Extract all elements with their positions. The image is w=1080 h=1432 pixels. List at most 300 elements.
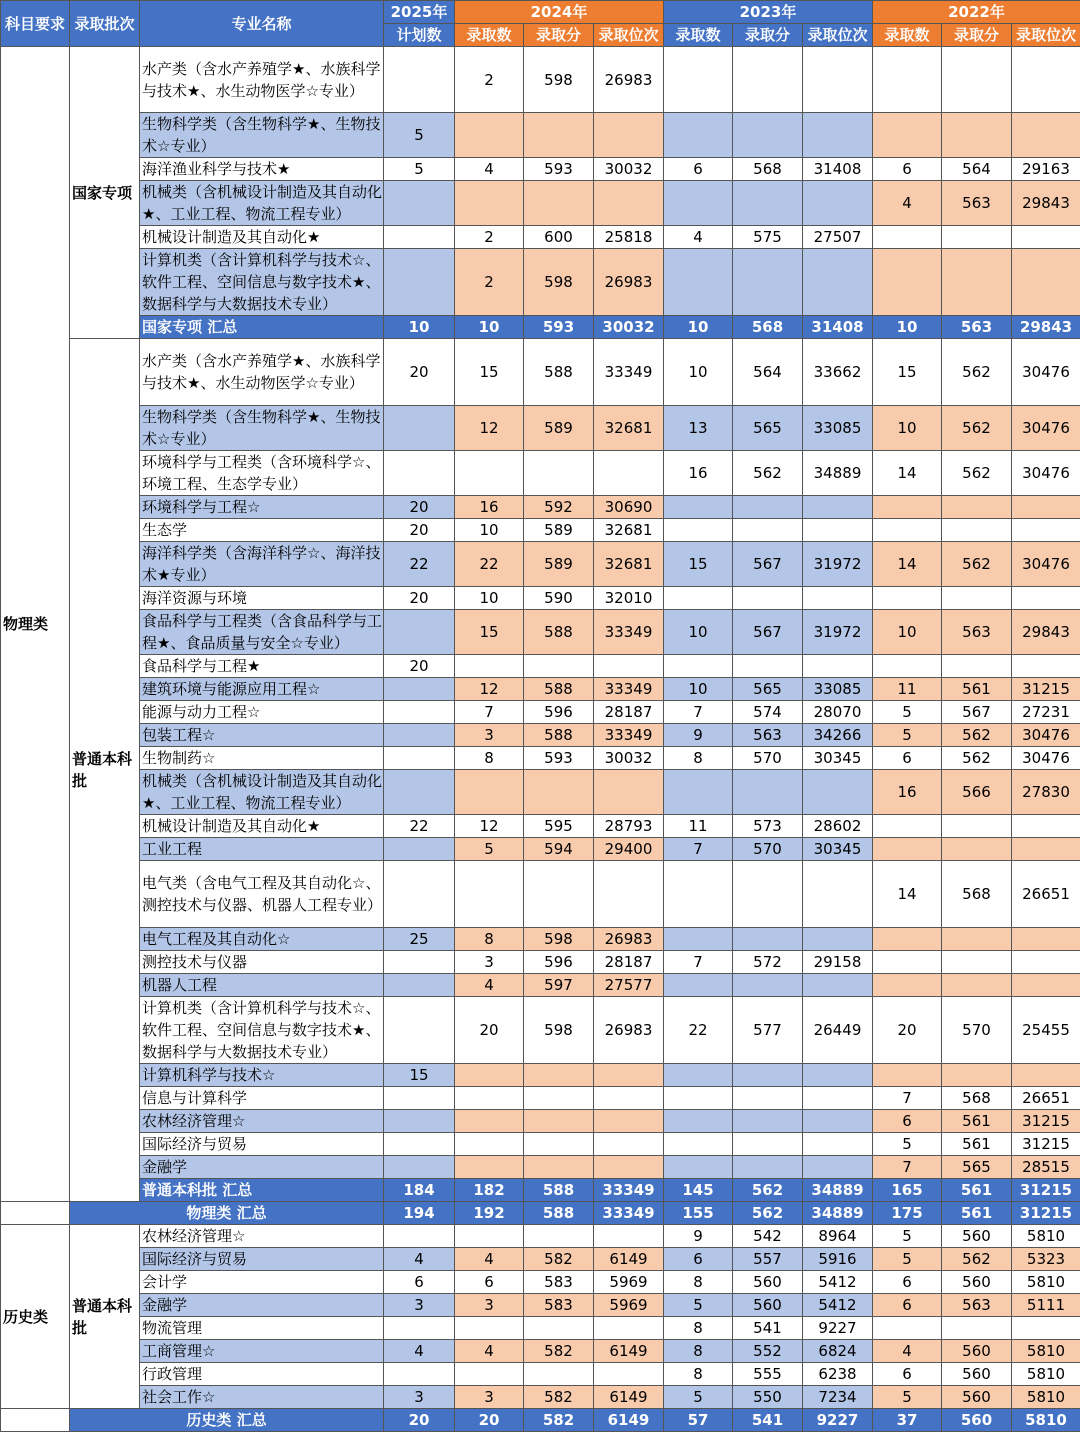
- header-score: 录取分: [942, 24, 1012, 47]
- score-2023-cell: 560: [733, 1294, 803, 1317]
- rank-2022-cell: 5810: [1012, 1340, 1080, 1363]
- major-name: 物流管理: [140, 1317, 384, 1340]
- count-2024-cell: 4: [455, 1340, 524, 1363]
- score-2023-cell: 563: [733, 724, 803, 747]
- score-2024-cell: 583: [524, 1294, 594, 1317]
- plan-2025-cell: [384, 1087, 455, 1110]
- count-2023-cell: 10: [664, 678, 733, 701]
- rank-2024-cell: [594, 1363, 664, 1386]
- rank-2022-cell: 5810: [1012, 1386, 1080, 1409]
- rank-2023-cell: 29158: [803, 951, 873, 974]
- table-row: [1, 770, 1080, 815]
- header-batch: 录取批次: [70, 1, 140, 47]
- count-2023-cell: 9: [664, 1225, 733, 1248]
- plan-2025-cell: [384, 406, 455, 451]
- rank-2024-cell: 30032: [594, 747, 664, 770]
- count-2023-cell: 22: [664, 997, 733, 1064]
- rank-2023-cell: 6238: [803, 1363, 873, 1386]
- major-name: 社会工作☆: [140, 1386, 384, 1409]
- rank-2024-cell: 28793: [594, 815, 664, 838]
- major-name: 海洋渔业科学与技术★: [140, 158, 384, 181]
- table-row: [1, 1064, 1080, 1087]
- count-2024-cell: 10: [455, 587, 524, 610]
- plan-2025-cell: 20: [384, 655, 455, 678]
- count-2024-cell: [455, 451, 524, 496]
- plan-2025-total: 184: [384, 1179, 455, 1202]
- rank-2022-cell: [1012, 496, 1080, 519]
- count-2023-cell: 10: [664, 339, 733, 406]
- rank-2023-cell: [803, 249, 873, 316]
- table-row: [1, 1225, 1080, 1248]
- score-2022-cell: 562: [942, 542, 1012, 587]
- score-2024-total: 588: [524, 1179, 594, 1202]
- plan-2025-cell: [384, 838, 455, 861]
- score-2024-cell: [524, 1156, 594, 1179]
- table-row: [1, 1271, 1080, 1294]
- rank-2024-cell: 32681: [594, 406, 664, 451]
- table-row: [1, 655, 1080, 678]
- count-2022-cell: 14: [873, 451, 942, 496]
- table-row: [1, 974, 1080, 997]
- rank-2023-cell: 34266: [803, 724, 873, 747]
- rank-2022-total: 31215: [1012, 1179, 1080, 1202]
- count-2022-cell: [873, 587, 942, 610]
- score-2022-total: 561: [942, 1179, 1012, 1202]
- score-2024-cell: [524, 181, 594, 226]
- score-2023-cell: [733, 47, 803, 113]
- plan-2025-cell: 4: [384, 1248, 455, 1271]
- score-2023-total: 541: [733, 1409, 803, 1432]
- table-row: [1, 1133, 1080, 1156]
- table-row: [1, 181, 1080, 226]
- count-2022-cell: [873, 496, 942, 519]
- plan-2025-cell: 22: [384, 542, 455, 587]
- rank-2024-total: 33349: [594, 1202, 664, 1225]
- table-row: [1, 226, 1080, 249]
- rank-2023-cell: 33662: [803, 339, 873, 406]
- table-row: [1, 406, 1080, 451]
- score-2023-cell: [733, 655, 803, 678]
- rank-2022-cell: 5111: [1012, 1294, 1080, 1317]
- plan-2025-cell: [384, 974, 455, 997]
- major-name: 机械设计制造及其自动化★: [140, 226, 384, 249]
- score-2024-cell: [524, 1087, 594, 1110]
- table-body: [1, 47, 1080, 1432]
- major-name: 食品科学与工程★: [140, 655, 384, 678]
- table-row: [1, 701, 1080, 724]
- rank-2023-total: 34889: [803, 1202, 873, 1225]
- count-2024-cell: [455, 1110, 524, 1133]
- count-2024-cell: [455, 181, 524, 226]
- count-2022-total: 10: [873, 316, 942, 339]
- header-count: 录取数: [455, 24, 524, 47]
- subject-cell: 历史类: [1, 1225, 70, 1409]
- major-name: 水产类（含水产养殖学★、水族科学与技术★、水生动物医学☆专业）: [140, 47, 384, 113]
- header-score: 录取分: [733, 24, 803, 47]
- batch-summary-row: [1, 316, 1080, 339]
- plan-2025-cell: [384, 1156, 455, 1179]
- count-2022-cell: 7: [873, 1156, 942, 1179]
- header-count: 录取数: [873, 24, 942, 47]
- count-2022-cell: 10: [873, 610, 942, 655]
- score-2022-cell: [942, 496, 1012, 519]
- score-2023-cell: [733, 1110, 803, 1133]
- score-2023-total: 562: [733, 1179, 803, 1202]
- score-2024-cell: 600: [524, 226, 594, 249]
- score-2024-cell: [524, 861, 594, 928]
- count-2024-cell: 4: [455, 158, 524, 181]
- count-2022-cell: [873, 226, 942, 249]
- count-2022-cell: 5: [873, 701, 942, 724]
- rank-2024-cell: 26983: [594, 997, 664, 1064]
- plan-2025-cell: [384, 47, 455, 113]
- score-2023-cell: 552: [733, 1340, 803, 1363]
- rank-2022-cell: 28515: [1012, 1156, 1080, 1179]
- plan-2025-cell: [384, 747, 455, 770]
- table-row: [1, 1363, 1080, 1386]
- rank-2024-cell: [594, 1087, 664, 1110]
- score-2024-cell: 588: [524, 610, 594, 655]
- count-2024-cell: 4: [455, 974, 524, 997]
- table-row: [1, 861, 1080, 928]
- score-2023-cell: 542: [733, 1225, 803, 1248]
- count-2024-cell: [455, 1225, 524, 1248]
- header-year-2022: 2022年: [873, 1, 1080, 24]
- count-2022-cell: [873, 951, 942, 974]
- plan-2025-cell: [384, 724, 455, 747]
- count-2023-cell: [664, 496, 733, 519]
- score-2022-cell: 561: [942, 678, 1012, 701]
- rank-2022-cell: 30476: [1012, 747, 1080, 770]
- score-2024-cell: [524, 1363, 594, 1386]
- rank-2023-cell: 28070: [803, 701, 873, 724]
- major-name: 国际经济与贸易: [140, 1248, 384, 1271]
- plan-2025-cell: [384, 249, 455, 316]
- rank-2024-cell: 33349: [594, 724, 664, 747]
- score-2023-cell: [733, 587, 803, 610]
- score-2024-cell: 582: [524, 1386, 594, 1409]
- summary-label: 普通本科批 汇总: [140, 1179, 384, 1202]
- score-2022-cell: 563: [942, 1294, 1012, 1317]
- table-header: [1, 1, 1080, 47]
- score-2023-cell: 573: [733, 815, 803, 838]
- score-2023-cell: 557: [733, 1248, 803, 1271]
- rank-2022-cell: 31215: [1012, 1110, 1080, 1133]
- rank-2023-total: 9227: [803, 1409, 873, 1432]
- major-name: 水产类（含水产养殖学★、水族科学与技术★、水生动物医学☆专业）: [140, 339, 384, 406]
- major-name: 电气类（含电气工程及其自动化☆、测控技术与仪器、机器人工程专业）: [140, 861, 384, 928]
- table-row: [1, 1248, 1080, 1271]
- rank-2024-cell: 27577: [594, 974, 664, 997]
- count-2022-cell: [873, 838, 942, 861]
- rank-2023-cell: 30345: [803, 747, 873, 770]
- plan-2025-cell: [384, 678, 455, 701]
- count-2024-total: 182: [455, 1179, 524, 1202]
- count-2024-cell: 3: [455, 951, 524, 974]
- rank-2024-cell: 6149: [594, 1340, 664, 1363]
- count-2022-total: 165: [873, 1179, 942, 1202]
- plan-2025-cell: 5: [384, 158, 455, 181]
- rank-2023-cell: 5916: [803, 1248, 873, 1271]
- count-2023-cell: [664, 1110, 733, 1133]
- rank-2023-cell: 9227: [803, 1317, 873, 1340]
- score-2024-cell: 593: [524, 158, 594, 181]
- count-2022-cell: 5: [873, 1386, 942, 1409]
- count-2024-cell: 22: [455, 542, 524, 587]
- table-row: [1, 1087, 1080, 1110]
- rank-2023-cell: [803, 1064, 873, 1087]
- score-2022-cell: 562: [942, 724, 1012, 747]
- score-2022-cell: 570: [942, 997, 1012, 1064]
- score-2023-cell: 560: [733, 1271, 803, 1294]
- table-row: [1, 815, 1080, 838]
- count-2024-cell: 15: [455, 610, 524, 655]
- score-2023-cell: [733, 770, 803, 815]
- score-2023-cell: 550: [733, 1386, 803, 1409]
- major-name: 计算机类（含计算机科学与技术☆、软件工程、空间信息与数字技术★、数据科学与大数据技术专业）: [140, 997, 384, 1064]
- score-2022-cell: 561: [942, 1133, 1012, 1156]
- rank-2022-cell: [1012, 519, 1080, 542]
- table-row: [1, 496, 1080, 519]
- rank-2023-cell: 33085: [803, 406, 873, 451]
- count-2024-cell: [455, 1064, 524, 1087]
- table-row: [1, 678, 1080, 701]
- count-2023-total: 155: [664, 1202, 733, 1225]
- score-2024-cell: 589: [524, 406, 594, 451]
- score-2022-cell: [942, 587, 1012, 610]
- score-2022-cell: [942, 113, 1012, 158]
- summary-label: 物理类 汇总: [70, 1202, 384, 1225]
- count-2024-cell: 3: [455, 1386, 524, 1409]
- rank-2024-cell: 30032: [594, 158, 664, 181]
- score-2024-cell: 598: [524, 47, 594, 113]
- count-2022-cell: 15: [873, 339, 942, 406]
- score-2022-cell: [942, 928, 1012, 951]
- rank-2022-cell: [1012, 928, 1080, 951]
- score-2022-cell: [942, 1064, 1012, 1087]
- rank-2024-cell: 6149: [594, 1248, 664, 1271]
- score-2024-cell: [524, 655, 594, 678]
- count-2024-cell: [455, 113, 524, 158]
- count-2022-total: 175: [873, 1202, 942, 1225]
- table-row: [1, 1317, 1080, 1340]
- score-2023-cell: 575: [733, 226, 803, 249]
- count-2023-cell: 8: [664, 747, 733, 770]
- score-2023-cell: 565: [733, 406, 803, 451]
- rank-2022-cell: 29843: [1012, 610, 1080, 655]
- count-2023-total: 10: [664, 316, 733, 339]
- major-name: 机械类（含机械设计制造及其自动化★、工业工程、物流工程专业）: [140, 770, 384, 815]
- count-2022-cell: [873, 113, 942, 158]
- score-2024-cell: [524, 1064, 594, 1087]
- count-2022-cell: 10: [873, 406, 942, 451]
- score-2024-cell: [524, 770, 594, 815]
- count-2022-cell: 4: [873, 1340, 942, 1363]
- rank-2024-total: 30032: [594, 316, 664, 339]
- table-row: [1, 158, 1080, 181]
- rank-2022-cell: 25455: [1012, 997, 1080, 1064]
- rank-2024-cell: 28187: [594, 951, 664, 974]
- plan-2025-cell: 6: [384, 1271, 455, 1294]
- header-count: 录取数: [664, 24, 733, 47]
- batch-cell: 普通本科批: [70, 1225, 140, 1409]
- rank-2022-cell: 30476: [1012, 724, 1080, 747]
- count-2023-cell: [664, 47, 733, 113]
- count-2024-cell: [455, 655, 524, 678]
- score-2022-cell: 564: [942, 158, 1012, 181]
- rank-2022-cell: 30476: [1012, 451, 1080, 496]
- score-2022-cell: [942, 838, 1012, 861]
- score-2022-cell: [942, 519, 1012, 542]
- count-2022-cell: 5: [873, 1225, 942, 1248]
- score-2023-cell: 567: [733, 542, 803, 587]
- score-2022-total: 563: [942, 316, 1012, 339]
- score-2024-cell: 593: [524, 747, 594, 770]
- count-2023-cell: 7: [664, 701, 733, 724]
- rank-2024-cell: 5969: [594, 1294, 664, 1317]
- score-2024-cell: 588: [524, 339, 594, 406]
- rank-2024-cell: 26983: [594, 47, 664, 113]
- subject-summary-row: [1, 1202, 1080, 1225]
- score-2024-cell: 582: [524, 1248, 594, 1271]
- major-name: 生物科学类（含生物科学★、生物技术☆专业）: [140, 406, 384, 451]
- table-row: [1, 519, 1080, 542]
- rank-2022-cell: [1012, 587, 1080, 610]
- count-2023-cell: [664, 519, 733, 542]
- score-2024-cell: [524, 451, 594, 496]
- count-2023-cell: [664, 1156, 733, 1179]
- rank-2022-total: 31215: [1012, 1202, 1080, 1225]
- major-name: 行政管理: [140, 1363, 384, 1386]
- count-2023-cell: [664, 113, 733, 158]
- score-2022-cell: 562: [942, 1248, 1012, 1271]
- header-subject: 科目要求: [1, 1, 70, 47]
- count-2024-cell: 2: [455, 226, 524, 249]
- count-2023-cell: [664, 249, 733, 316]
- major-name: 食品科学与工程类（含食品科学与工程★、食品质量与安全☆专业）: [140, 610, 384, 655]
- rank-2022-cell: [1012, 1317, 1080, 1340]
- batch-summary-row: [1, 1179, 1080, 1202]
- rank-2024-cell: 32681: [594, 519, 664, 542]
- score-2022-cell: [942, 249, 1012, 316]
- header-year-2023: 2023年: [664, 1, 873, 24]
- score-2022-total: 561: [942, 1202, 1012, 1225]
- score-2023-cell: 567: [733, 610, 803, 655]
- count-2022-cell: [873, 1317, 942, 1340]
- count-2024-cell: [455, 770, 524, 815]
- table-row: [1, 838, 1080, 861]
- score-2023-cell: 577: [733, 997, 803, 1064]
- score-2022-cell: 567: [942, 701, 1012, 724]
- count-2022-cell: 7: [873, 1087, 942, 1110]
- count-2022-cell: 20: [873, 997, 942, 1064]
- blank-cell: [1, 1202, 70, 1225]
- rank-2022-cell: 5810: [1012, 1271, 1080, 1294]
- count-2023-cell: 5: [664, 1294, 733, 1317]
- score-2024-cell: 589: [524, 519, 594, 542]
- count-2024-cell: 8: [455, 747, 524, 770]
- rank-2024-cell: [594, 451, 664, 496]
- score-2023-cell: 541: [733, 1317, 803, 1340]
- score-2024-cell: [524, 1110, 594, 1133]
- score-2023-cell: [733, 1087, 803, 1110]
- score-2023-cell: [733, 1064, 803, 1087]
- major-name: 生态学: [140, 519, 384, 542]
- major-name: 生物科学类（含生物科学★、生物技术☆专业）: [140, 113, 384, 158]
- count-2023-cell: 9: [664, 724, 733, 747]
- count-2022-cell: [873, 47, 942, 113]
- rank-2022-cell: [1012, 113, 1080, 158]
- count-2023-cell: 10: [664, 610, 733, 655]
- score-2023-cell: [733, 249, 803, 316]
- count-2023-cell: 11: [664, 815, 733, 838]
- count-2022-cell: 5: [873, 1133, 942, 1156]
- rank-2024-cell: 32010: [594, 587, 664, 610]
- plan-2025-cell: 25: [384, 928, 455, 951]
- rank-2023-cell: 31408: [803, 158, 873, 181]
- score-2024-total: 593: [524, 316, 594, 339]
- count-2024-cell: 3: [455, 724, 524, 747]
- score-2022-cell: 562: [942, 406, 1012, 451]
- header-major: 专业名称: [140, 1, 384, 47]
- count-2023-total: 145: [664, 1179, 733, 1202]
- rank-2023-cell: [803, 1156, 873, 1179]
- rank-2023-total: 31408: [803, 316, 873, 339]
- count-2024-cell: [455, 1363, 524, 1386]
- rank-2023-cell: 7234: [803, 1386, 873, 1409]
- score-2024-cell: 589: [524, 542, 594, 587]
- rank-2022-cell: 29163: [1012, 158, 1080, 181]
- count-2023-cell: [664, 770, 733, 815]
- score-2022-cell: 563: [942, 181, 1012, 226]
- score-2022-cell: 560: [942, 1225, 1012, 1248]
- score-2023-cell: 564: [733, 339, 803, 406]
- rank-2024-total: 33349: [594, 1179, 664, 1202]
- count-2024-cell: 2: [455, 47, 524, 113]
- count-2023-cell: [664, 1087, 733, 1110]
- plan-2025-cell: 20: [384, 519, 455, 542]
- rank-2023-cell: [803, 47, 873, 113]
- count-2024-cell: 3: [455, 1294, 524, 1317]
- score-2023-cell: [733, 974, 803, 997]
- score-2023-cell: 562: [733, 451, 803, 496]
- batch-cell: 普通本科批: [70, 339, 140, 1202]
- score-2023-cell: [733, 496, 803, 519]
- count-2024-cell: 20: [455, 997, 524, 1064]
- count-2023-cell: 6: [664, 158, 733, 181]
- count-2022-cell: [873, 1064, 942, 1087]
- count-2022-cell: 5: [873, 724, 942, 747]
- score-2022-cell: 560: [942, 1386, 1012, 1409]
- rank-2024-cell: [594, 1317, 664, 1340]
- plan-2025-cell: 20: [384, 339, 455, 406]
- score-2022-cell: 562: [942, 451, 1012, 496]
- count-2024-cell: [455, 1087, 524, 1110]
- rank-2023-cell: [803, 928, 873, 951]
- score-2023-cell: 572: [733, 951, 803, 974]
- major-name: 金融学: [140, 1294, 384, 1317]
- count-2023-cell: [664, 1064, 733, 1087]
- table-row: [1, 47, 1080, 113]
- table-row: [1, 747, 1080, 770]
- table-row: [1, 451, 1080, 496]
- major-name: 包装工程☆: [140, 724, 384, 747]
- count-2022-cell: [873, 815, 942, 838]
- major-name: 金融学: [140, 1156, 384, 1179]
- table-row: [1, 587, 1080, 610]
- major-name: 电气工程及其自动化☆: [140, 928, 384, 951]
- plan-2025-cell: [384, 1225, 455, 1248]
